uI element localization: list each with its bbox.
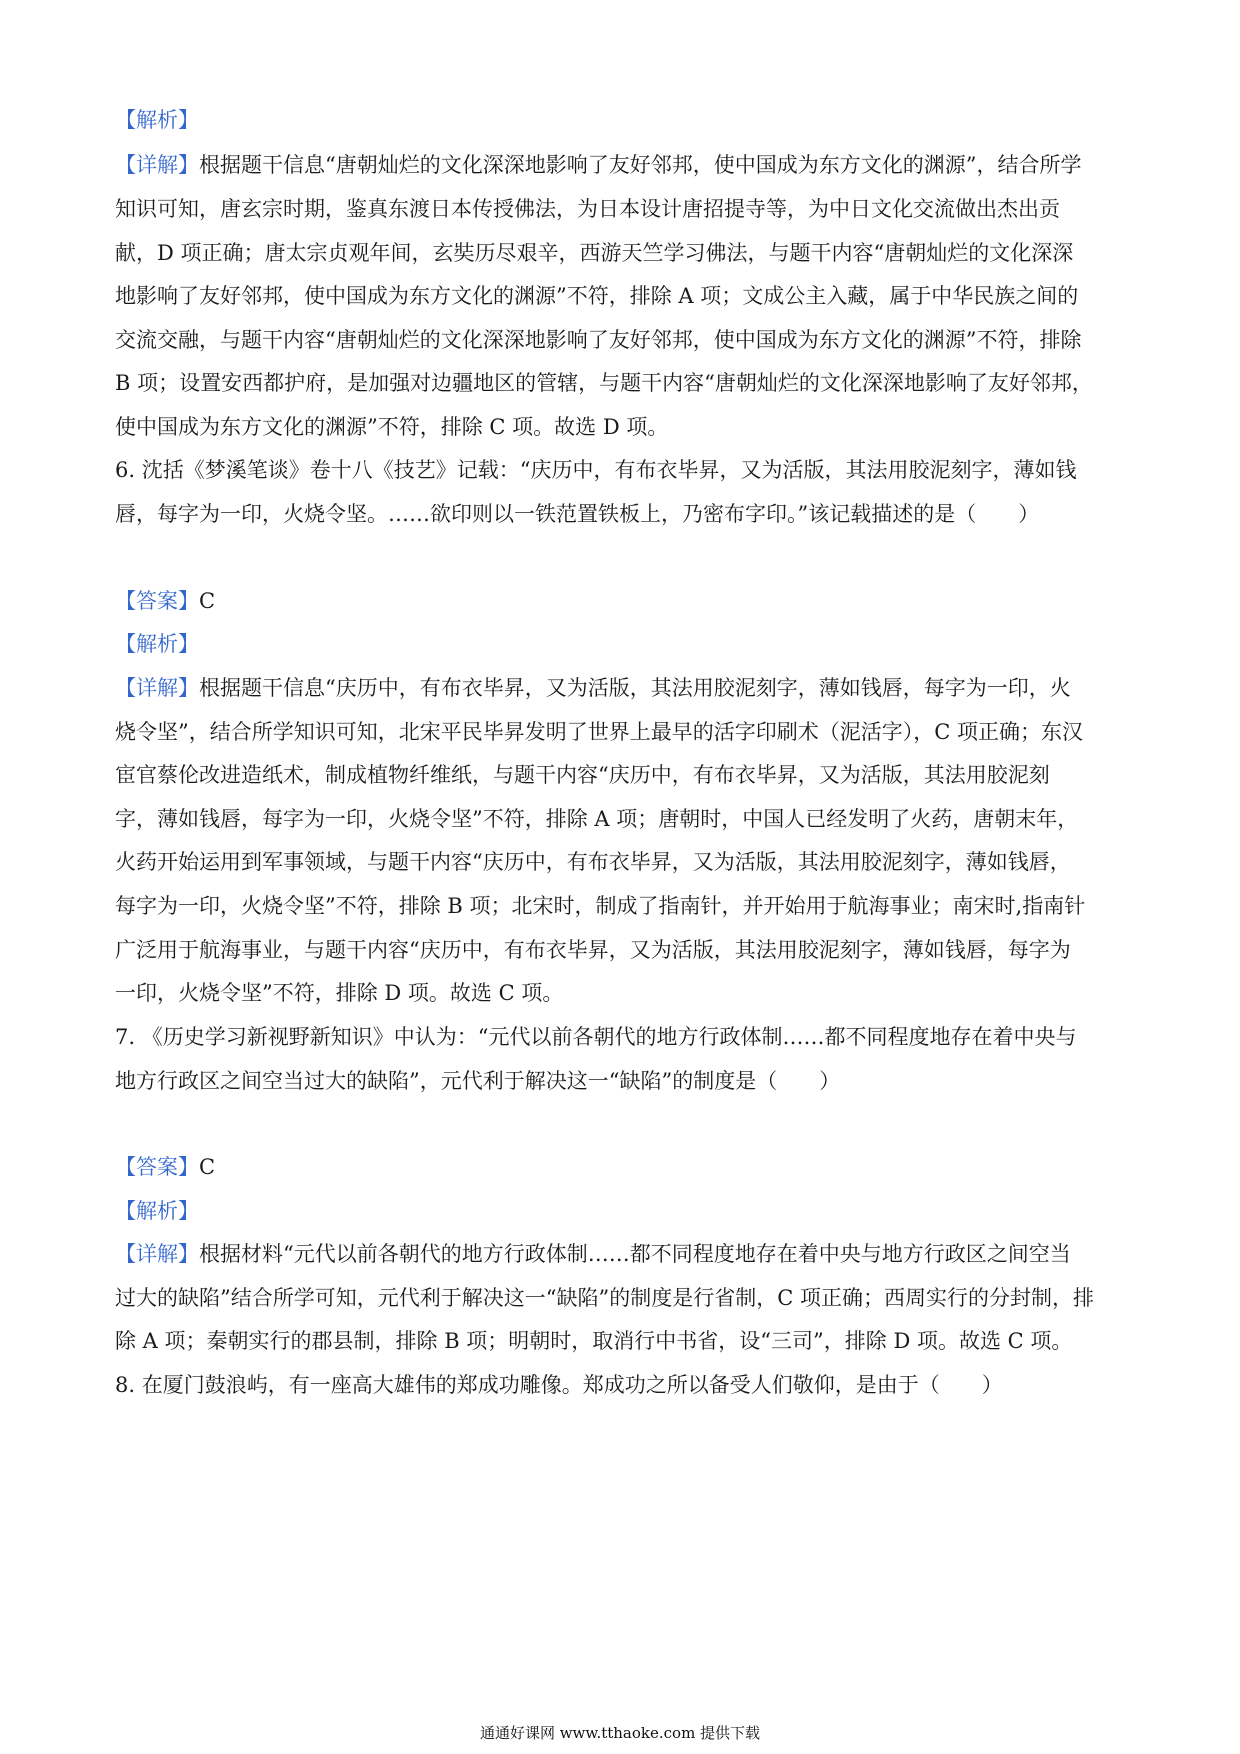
q5-detail-line: 【详解】根据题干信息“唐朝灿烂的文化深深地影响了友好邻邦，使中国成为东方文化的渊源”，结合所学 xyxy=(115,153,1082,177)
q6-detail-line: 烧令坚”，结合所学知识可知，北宋平民毕昇发明了世界上最早的活字印刷术（泥活字），C 项正确；东汉 xyxy=(115,720,1083,744)
q6-detail-line: 【详解】根据题干信息“庆历中，有布衣毕昇，又为活版，其法用胶泥刻字，薄如钱唇，每字为一印，火 xyxy=(115,676,1071,700)
q6-stem-line: 6. 沈括《梦溪笔谈》卷十八《技艺》记载：“庆历中，有布衣毕昇，又为活版，其法用胶泥刻字，薄如钱 xyxy=(115,458,1077,482)
q6-detail-line: 宦官蔡伦改进造纸术，制成植物纤维纸，与题干内容“庆历中，有布衣毕昇，又为活版，其法用胶泥刻 xyxy=(115,763,1050,787)
q7-detail-line: 除 A 项；秦朝实行的郡县制，排除 B 项；明朝时，取消行中书省，设“三司”，排除 D 项。故选 C 项。 xyxy=(115,1329,1073,1353)
q6-detail-line: 广泛用于航海事业，与题干内容“庆历中，有布衣毕昇，又为活版，其法用胶泥刻字，薄如钱唇，每字为 xyxy=(115,938,1071,962)
q5-detail-line: 交流交融，与题干内容“唐朝灿烂的文化深深地影响了友好邻邦，使中国成为东方文化的渊源”不符，排除 xyxy=(115,328,1082,352)
footer-watermark: 通通好课网 www.tthaoke.com 提供下载 xyxy=(479,1724,761,1742)
q8-stem: 8. 在厦门鼓浪屿，有一座高大雄伟的郑成功雕像。郑成功之所以备受人们敬仰，是由于（ ） xyxy=(115,1373,1003,1397)
q6-detail-line: 一印，火烧令坚”不符，排除 D 项。故选 C 项。 xyxy=(115,981,564,1005)
q5-detail-line: 献，D 项正确；唐太宗贞观年间，玄奘历尽艰辛，西游天竺学习佛法，与题干内容“唐朝灿烂的文化深深 xyxy=(115,241,1074,265)
q5-detail-line: B 项；设置安西都护府，是加强对边疆地区的管辖，与题干内容“唐朝灿烂的文化深深地影响了友好邻邦， xyxy=(115,371,1093,395)
q7-answer: 【答案】C xyxy=(115,1155,216,1179)
q6-detail-line: 每字为一印，火烧令坚”不符，排除 B 项；北宋时，制成了指南针，并开始用于航海事业；南宋时,指南针 xyxy=(115,894,1086,918)
q6-jiexi-heading: 【解析】 xyxy=(115,632,199,656)
q6-stem-line: 唇，每字为一印，火烧令坚。……欲印则以一铁范置铁板上，乃密布字印。”该记载描述的是（ ） xyxy=(115,502,1040,526)
q6-detail-line: 火药开始运用到军事领域，与题干内容“庆历中，有布衣毕昇，又为活版，其法用胶泥刻字，薄如钱唇， xyxy=(115,850,1071,874)
q7-stem-line: 7. 《历史学习新视野新知识》中认为：“元代以前各朝代的地方行政体制……都不同程度地存在着中央与 xyxy=(115,1025,1077,1049)
q6-detail-line: 字，薄如钱唇，每字为一印，火烧令坚”不符，排除 A 项；唐朝时，中国人已经发明了火药，唐朝末年， xyxy=(115,807,1079,831)
q5-detail-line: 使中国成为东方文化的渊源”不符，排除 C 项。故选 D 项。 xyxy=(115,415,669,439)
q7-detail-line: 过大的缺陷”结合所学可知，元代利于解决这一“缺陷”的制度是行省制，C 项正确；西周实行的分封制，排 xyxy=(115,1286,1094,1310)
q7-jiexi-heading: 【解析】 xyxy=(115,1199,199,1223)
q5-jiexi-heading: 【解析】 xyxy=(115,108,199,132)
q6-answer: 【答案】C xyxy=(115,589,216,613)
q7-detail-line: 【详解】根据材料“元代以前各朝代的地方行政体制……都不同程度地存在着中央与地方行政区之间空当 xyxy=(115,1242,1071,1266)
q7-stem-line: 地方行政区之间空当过大的缺陷”，元代利于解决这一“缺陷”的制度是（ ） xyxy=(115,1069,841,1093)
q5-detail-line: 知识可知，唐玄宗时期，鉴真东渡日本传授佛法，为日本设计唐招提寺等，为中日文化交流做出杰出贡 xyxy=(115,197,1060,221)
q5-detail-line: 地影响了友好邻邦，使中国成为东方文化的渊源”不符，排除 A 项；文成公主入藏，属于中华民族之间的 xyxy=(115,284,1079,308)
